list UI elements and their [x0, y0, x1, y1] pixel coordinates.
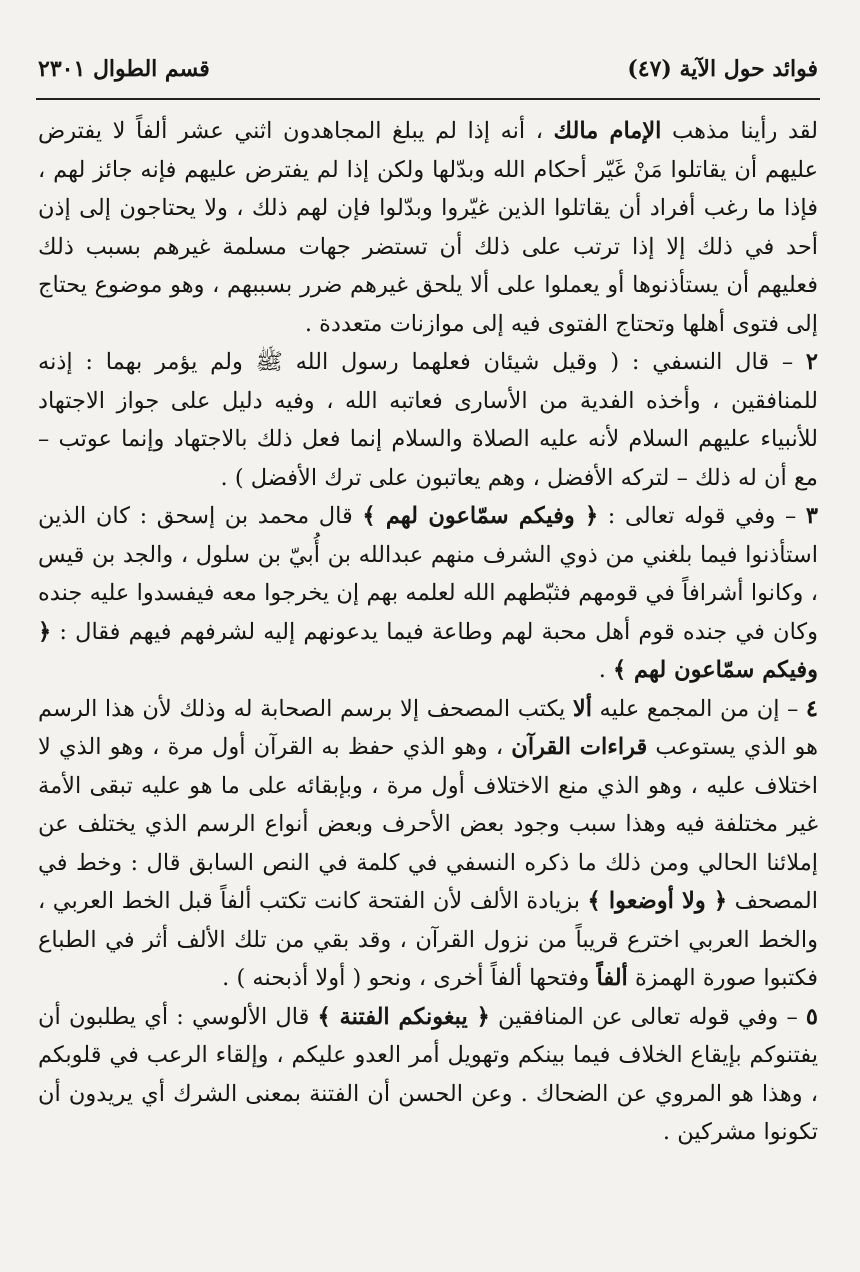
emphasized-text: ﴿ وفيكم سمّاعون لهم ﴾ [362, 503, 599, 529]
paragraph-3 [38, 497, 818, 690]
body-text: ، وهو الذي حفظ به القرآن أول مرة ، وهو الذي لا اختلاف عليه ، وهو الذي منع الاختلاف أول مرة ، وبإبقائه على ما هو عليه تبقى الأمة غير مختلفة فيه وهذا سبب وجود بعض الأحرف وبعض أنواع الرسم الذي يختلف عن إملائنا الحالي ومن ذلك ما ذكره النسفي في كلمة في النص السابق قال : وخط في المصحف [38, 734, 819, 914]
paragraph-intro [38, 112, 818, 343]
body-text: . [598, 657, 614, 683]
body-text: ، أنه إذا لم يبلغ المجاهدون اثني عشر ألفاً لا يفترض عليهم أن يقاتلوا مَنْ غَيّر أحكام الله وبدّلها ولكن إذا لم يفترض عليهم فإنه جائز لهم ، فإذا ما رغب أفراد أن يقاتلوا الذين غيّروا وبدّلوا فإن لهم ذلك ، ولا يحتاجون إلى إذن أحد في ذلك إلا إذا ترتب على ذلك أن تستضر جهات مسلمة غيرهم بسبب ذلك فعليهم أن يستأذنوها أو يعملوا على ألا يلحق غيرهم ضرر بسببهم ، وهو موضوع يحتاج إلى فتوى أهلها وتحتاج الفتوى فيه إلى موازنات متعددة . [38, 118, 818, 337]
body-text: – قال النسفي : ( وقيل شيئان فعلهما رسول الله ﷺ ولم يؤمر بهما : إذنه للمنافقين ، وأخذه الفدية من الأسارى فعاتبه الله ، وفيه دليل على جواز الاجتهاد للأنبياء عليهم السلام لأنه عليه الصلاة والسلام إنما فعل ذلك بالاجتهاد وإنما عوتب – مع أن له ذلك – لتركه الأفضل ، وهم يعاتبون على ترك الأفضل ) . [38, 349, 818, 491]
body-text: – وفي قوله تعالى عن المنافقين [489, 1003, 806, 1030]
emphasized-text: ألا [572, 695, 592, 722]
emphasized-text: ﴿ يبغونكم الفتنة ﴾ [317, 1003, 490, 1030]
body-text: قال الألوسي : أي يطلبون أن يفتنوكم بإيقاع الخلاف فيما بينكم وتهويل أمر العدو عليكم ، وإلقاء الرعب في قلوبكم ، وهذا هو المروي عن الضحاك . وعن الحسن أن الفتنة بمعنى الشرك أي يريدون أن تكونوا مشركين . [38, 1003, 818, 1145]
body-text: – وفي قوله تعالى : [598, 503, 806, 529]
emphasized-text: الإمام مالك [553, 118, 662, 144]
emphasized-text: ألفاً [596, 965, 628, 991]
paragraph-number: ٣ [805, 503, 819, 529]
body-text: قال محمد بن إسحق : كان الذين استأذنوا فيما بلغني من ذوي الشرف منهم عبدالله بن أُبيّ بن سلول ، والجد بن قيس ، وكانوا أشرافاً في قومهم فثبّطهم الله لعلمه بهم إن يخرجوا معه فيفسدوا عليه جنده وكان في جنده قوم أهل محبة لهم وطاعة فيما يدعونهم إليه لشرفهم فيهم فقال : [38, 503, 818, 645]
paragraph-4 [38, 690, 818, 998]
body-text: بزيادة الألف لأن الفتحة كانت تكتب ألفاً قبل الخط العربي ، والخط العربي اخترع قريباً من نزول القرآن ، وقد بقي من تلك الألف أثر في الطباع فكتبوا صورة الهمزة [38, 888, 818, 991]
emphasized-text: قراءات القرآن [511, 734, 648, 760]
body-text: وفتحها ألفاً أخرى ، ونحو ( أولا أذبحنه ) . [222, 965, 597, 991]
paragraph-number: ٥ [805, 1003, 818, 1030]
page-body [38, 112, 818, 1152]
running-section [38, 56, 210, 82]
emphasized-text: ﴿ ولا أوضعوا ﴾ [587, 888, 728, 914]
page-number: ٢٣٠١ [38, 56, 86, 82]
running-title: فوائد حول الآية (٤٧) [627, 56, 818, 82]
paragraph-number: ٢ [805, 349, 818, 375]
emphasized-text: ﴿ وفيكم سمّاعون لهم ﴾ [38, 618, 818, 683]
page-header [38, 56, 818, 82]
paragraph-number: ٤ [805, 695, 819, 722]
paragraph-5 [38, 998, 818, 1152]
paragraph-2 [38, 343, 818, 497]
body-text: – إن من المجمع عليه [591, 695, 806, 722]
header-rule [36, 98, 820, 100]
body-text: لقد رأينا مذهب [661, 118, 818, 144]
section-name: قسم الطوال [92, 56, 210, 82]
body-text: يكتب المصحف إلا برسم الصحابة له وذلك لأن هذا الرسم هو الذي يستوعب [38, 695, 818, 760]
